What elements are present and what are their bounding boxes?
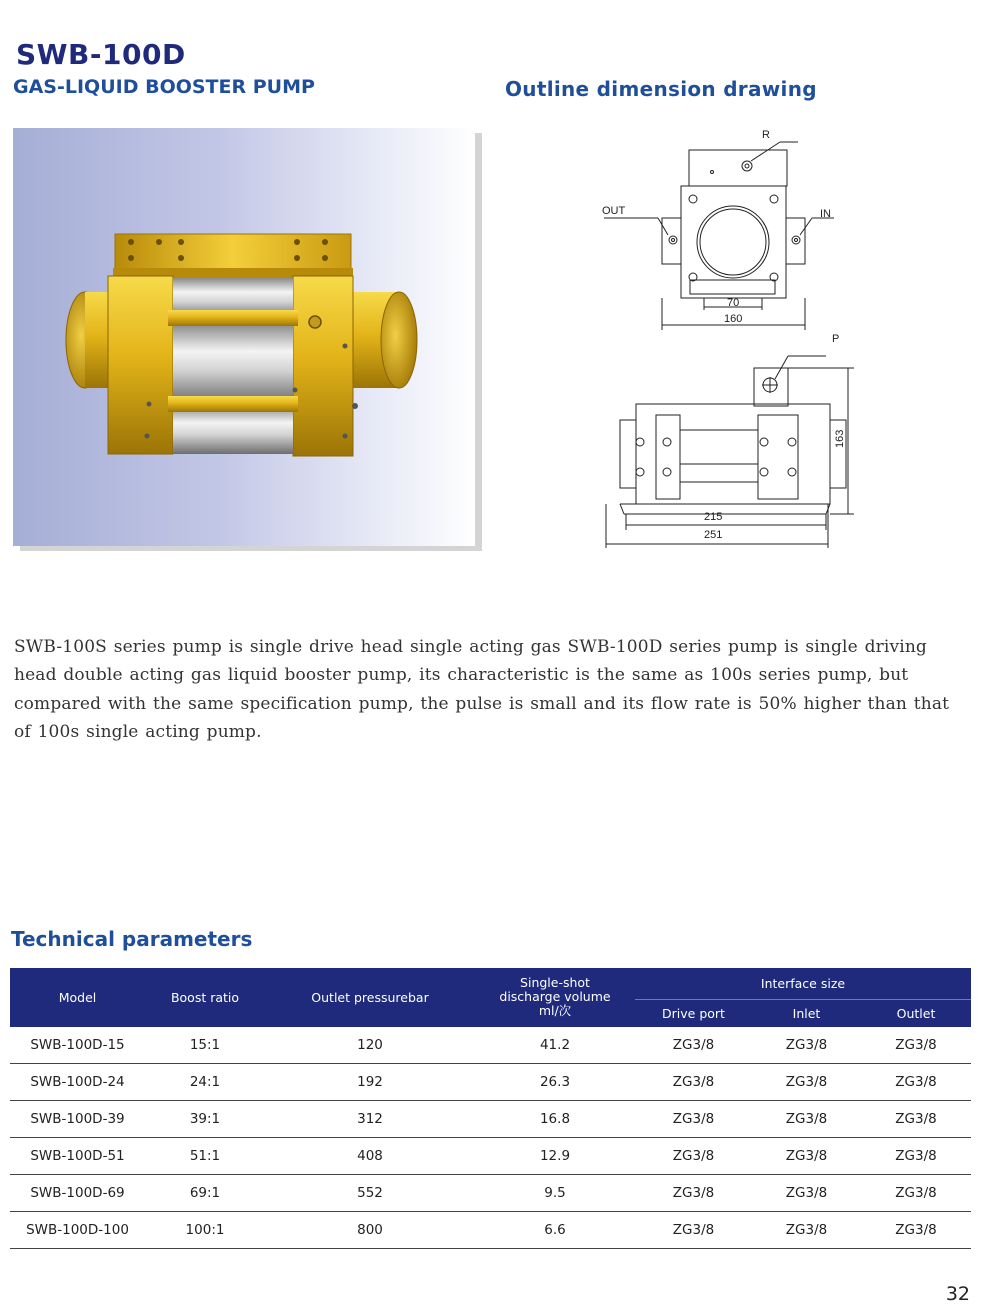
dim-163: 163 [834, 429, 846, 448]
outline-dimension-drawing [590, 120, 860, 550]
table-row [10, 1027, 971, 1064]
label-r: R [762, 129, 770, 141]
header-inlet: Inlet [752, 999, 861, 1027]
cell-boost-ratio: 39:1 [145, 1100, 265, 1137]
cell-discharge-volume: 26.3 [475, 1063, 635, 1100]
cell-inlet: ZG3/8 [752, 1063, 861, 1100]
cell-drive-port: ZG3/8 [635, 1100, 752, 1137]
label-out: OUT [602, 205, 626, 217]
drawing-heading: Outline dimension drawing [505, 77, 817, 101]
cell-drive-port: ZG3/8 [635, 1211, 752, 1248]
cell-outlet-pressure: 800 [265, 1211, 475, 1248]
cell-model: SWB-100D-24 [10, 1063, 145, 1100]
cell-drive-port: ZG3/8 [635, 1027, 752, 1064]
page-number: 32 [945, 1283, 970, 1305]
product-title: SWB-100D [16, 38, 186, 71]
cell-inlet: ZG3/8 [752, 1211, 861, 1248]
cell-boost-ratio: 51:1 [145, 1137, 265, 1174]
table-row [10, 1100, 971, 1137]
table-row [10, 1063, 971, 1100]
dim-70: 70 [727, 297, 740, 309]
label-in: IN [820, 208, 831, 220]
cell-boost-ratio: 24:1 [145, 1063, 265, 1100]
dim-251: 251 [704, 529, 723, 541]
cell-outlet-pressure: 408 [265, 1137, 475, 1174]
cell-drive-port: ZG3/8 [635, 1174, 752, 1211]
technical-parameters-table [10, 968, 971, 1249]
table-row [10, 1211, 971, 1248]
cell-outlet: ZG3/8 [861, 1211, 971, 1248]
header-interface-size: Interface size [635, 968, 971, 999]
header-drive-port: Drive port [635, 999, 752, 1027]
header-discharge-line3: ml/次 [538, 1003, 572, 1019]
header-outlet-pressure: Outlet pressurebar [265, 968, 475, 1027]
cell-boost-ratio: 15:1 [145, 1027, 265, 1064]
header-outlet: Outlet [861, 999, 971, 1027]
cell-model: SWB-100D-69 [10, 1174, 145, 1211]
header-discharge-line2: discharge volume [499, 989, 611, 1005]
cell-outlet-pressure: 120 [265, 1027, 475, 1064]
dimension-drawing-svg [590, 120, 860, 550]
cell-outlet: ZG3/8 [861, 1137, 971, 1174]
cell-model: SWB-100D-100 [10, 1211, 145, 1248]
cell-outlet: ZG3/8 [861, 1027, 971, 1064]
product-subtitle: GAS-LIQUID BOOSTER PUMP [13, 76, 315, 98]
cell-discharge-volume: 9.5 [475, 1174, 635, 1211]
cell-boost-ratio: 69:1 [145, 1174, 265, 1211]
technical-parameters-heading: Technical parameters [11, 927, 253, 951]
cell-drive-port: ZG3/8 [635, 1063, 752, 1100]
cell-inlet: ZG3/8 [752, 1137, 861, 1174]
table-row [10, 1137, 971, 1174]
cell-model: SWB-100D-51 [10, 1137, 145, 1174]
header-model: Model [10, 968, 145, 1027]
cell-outlet-pressure: 312 [265, 1100, 475, 1137]
dim-215: 215 [704, 511, 723, 523]
cell-boost-ratio: 100:1 [145, 1211, 265, 1248]
cell-inlet: ZG3/8 [752, 1100, 861, 1137]
cell-outlet: ZG3/8 [861, 1100, 971, 1137]
cell-drive-port: ZG3/8 [635, 1137, 752, 1174]
cell-inlet: ZG3/8 [752, 1174, 861, 1211]
cell-discharge-volume: 6.6 [475, 1211, 635, 1248]
cell-outlet-pressure: 552 [265, 1174, 475, 1211]
pump-illustration [13, 128, 475, 546]
cell-discharge-volume: 12.9 [475, 1137, 635, 1174]
cell-discharge-volume: 41.2 [475, 1027, 635, 1064]
header-boost-ratio: Boost ratio [145, 968, 265, 1027]
cell-discharge-volume: 16.8 [475, 1100, 635, 1137]
header-discharge-volume [475, 968, 635, 1027]
cell-outlet-pressure: 192 [265, 1063, 475, 1100]
product-description: SWB-100S series pump is single drive head single acting gas SWB-100D series pump is single driving head double acting gas liquid booster pump, its characteristic is the same as 100s series pump, but compared with the same specification pump, the pulse is small and its flow rate is 50% higher than that of 100s single acting pump. [14, 637, 950, 742]
dim-160: 160 [724, 313, 743, 325]
header-discharge-line1: Single-shot [520, 975, 590, 991]
product-photo [13, 128, 475, 546]
cell-model: SWB-100D-39 [10, 1100, 145, 1137]
table-row [10, 1174, 971, 1211]
cell-inlet: ZG3/8 [752, 1027, 861, 1064]
label-p: P [832, 333, 840, 345]
cell-outlet: ZG3/8 [861, 1063, 971, 1100]
cell-model: SWB-100D-15 [10, 1027, 145, 1064]
cell-outlet: ZG3/8 [861, 1174, 971, 1211]
